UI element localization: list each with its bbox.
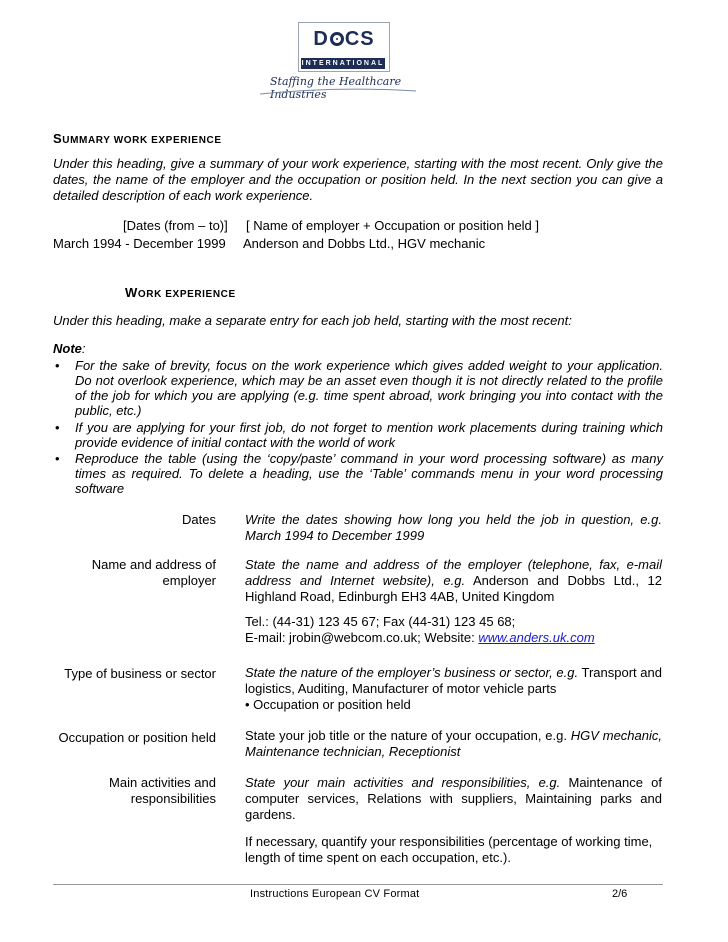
company-logo bbox=[298, 22, 390, 72]
business-label: Type of business or sector bbox=[64, 666, 216, 681]
note-bullet-2: • If you are applying for your first job, do not forget to mention work placements during training which provide evidence of initial contact with the world of work bbox=[55, 420, 663, 450]
business-value: State the nature of the employer’s business or sector, e.g. Transport and logistics, Auditing, Manufacturer of motor vehicle parts • Occupation or position held bbox=[245, 665, 662, 712]
dates-value: Write the dates showing how long you held the job in question, e.g. March 1994 to December 1999 bbox=[245, 512, 662, 543]
footer-title: Instructions European CV Format bbox=[250, 888, 420, 900]
tagline-swoosh-icon bbox=[258, 88, 418, 96]
bullet-dot-icon: • bbox=[55, 420, 60, 435]
note-bullet-1: • For the sake of brevity, focus on the work experience which gives added weight to your application. Do not overlook experience, which may be an asset even though it is not directly related to the profile of the job for which you are applying (e.g. time spent abroad, work bringing you into contact with the public, etc.) bbox=[55, 358, 663, 418]
footer-divider bbox=[53, 884, 663, 885]
bullet-dot-icon: • bbox=[55, 451, 60, 466]
logo-o-icon bbox=[330, 32, 344, 46]
logo-tagline: Staffing the Healthcare Industries bbox=[270, 75, 402, 101]
logo-subtitle: INTERNATIONAL bbox=[301, 60, 385, 67]
summary-col-dates: [Dates (from – to)] bbox=[123, 218, 228, 233]
summary-col-employer: [ Name of employer + Occupation or position held ] bbox=[246, 218, 540, 233]
summary-example-employer: Anderson and Dobbs Ltd., HGV mechanic bbox=[243, 236, 486, 251]
logo-wordmark: D CS bbox=[313, 28, 375, 50]
bullet-dot-icon: • bbox=[55, 358, 60, 373]
note-bullet-3: • Reproduce the table (using the ‘copy/paste’ command in your word processing software) as many times as required. To delete a heading, use the ‘Table’ commands menu in your word processing software bbox=[55, 451, 663, 496]
note-label: Note: bbox=[53, 341, 86, 356]
website-link[interactable]: www.anders.uk.com bbox=[478, 630, 595, 645]
summary-example-dates: March 1994 - December 1999 bbox=[53, 236, 226, 251]
footer-page-number: 2/6 bbox=[612, 888, 628, 900]
activities-label: Main activities and responsibilities bbox=[109, 775, 216, 806]
occupation-label: Occupation or position held bbox=[58, 730, 216, 745]
activities-value: State your main activities and responsibilities, e.g. Maintenance of computer services, Relations with suppliers, Maintaining parks and gardens. bbox=[245, 775, 662, 822]
employer-value: State the name and address of the employer (telephone, fax, e-mail address and Internet website), e.g. Anderson and Dobbs Ltd., 12 Highland Road, Edinburgh EH3 4AB, United Kingdom bbox=[245, 557, 662, 604]
work-heading: WORK EXPERIENCE bbox=[125, 285, 236, 300]
summary-heading: SUMMARY WORK EXPERIENCE bbox=[53, 131, 222, 146]
summary-intro: Under this heading, give a summary of your work experience, starting with the most recent. Only give the dates, the name of the employer and the occupation or position held. In the next section you can give a detailed description of each work experience. bbox=[53, 156, 663, 203]
employer-label: Name and address of employer bbox=[91, 557, 216, 588]
activities-extra: If necessary, quantify your responsibilities (percentage of working time, length of time spent on each occupation, etc.). bbox=[245, 834, 653, 865]
work-intro: Under this heading, make a separate entry for each job held, starting with the most recent: bbox=[53, 313, 572, 328]
dates-label: Dates bbox=[182, 512, 216, 527]
employer-contact: Tel.: (44-31) 123 45 67; Fax (44-31) 123 45 68; E-mail: jrobin@webcom.co.uk; Website: www.anders.uk.com bbox=[245, 614, 595, 645]
occupation-value: State your job title or the nature of your occupation, e.g. HGV mechanic, Maintenance technician, Receptionist bbox=[245, 728, 662, 759]
